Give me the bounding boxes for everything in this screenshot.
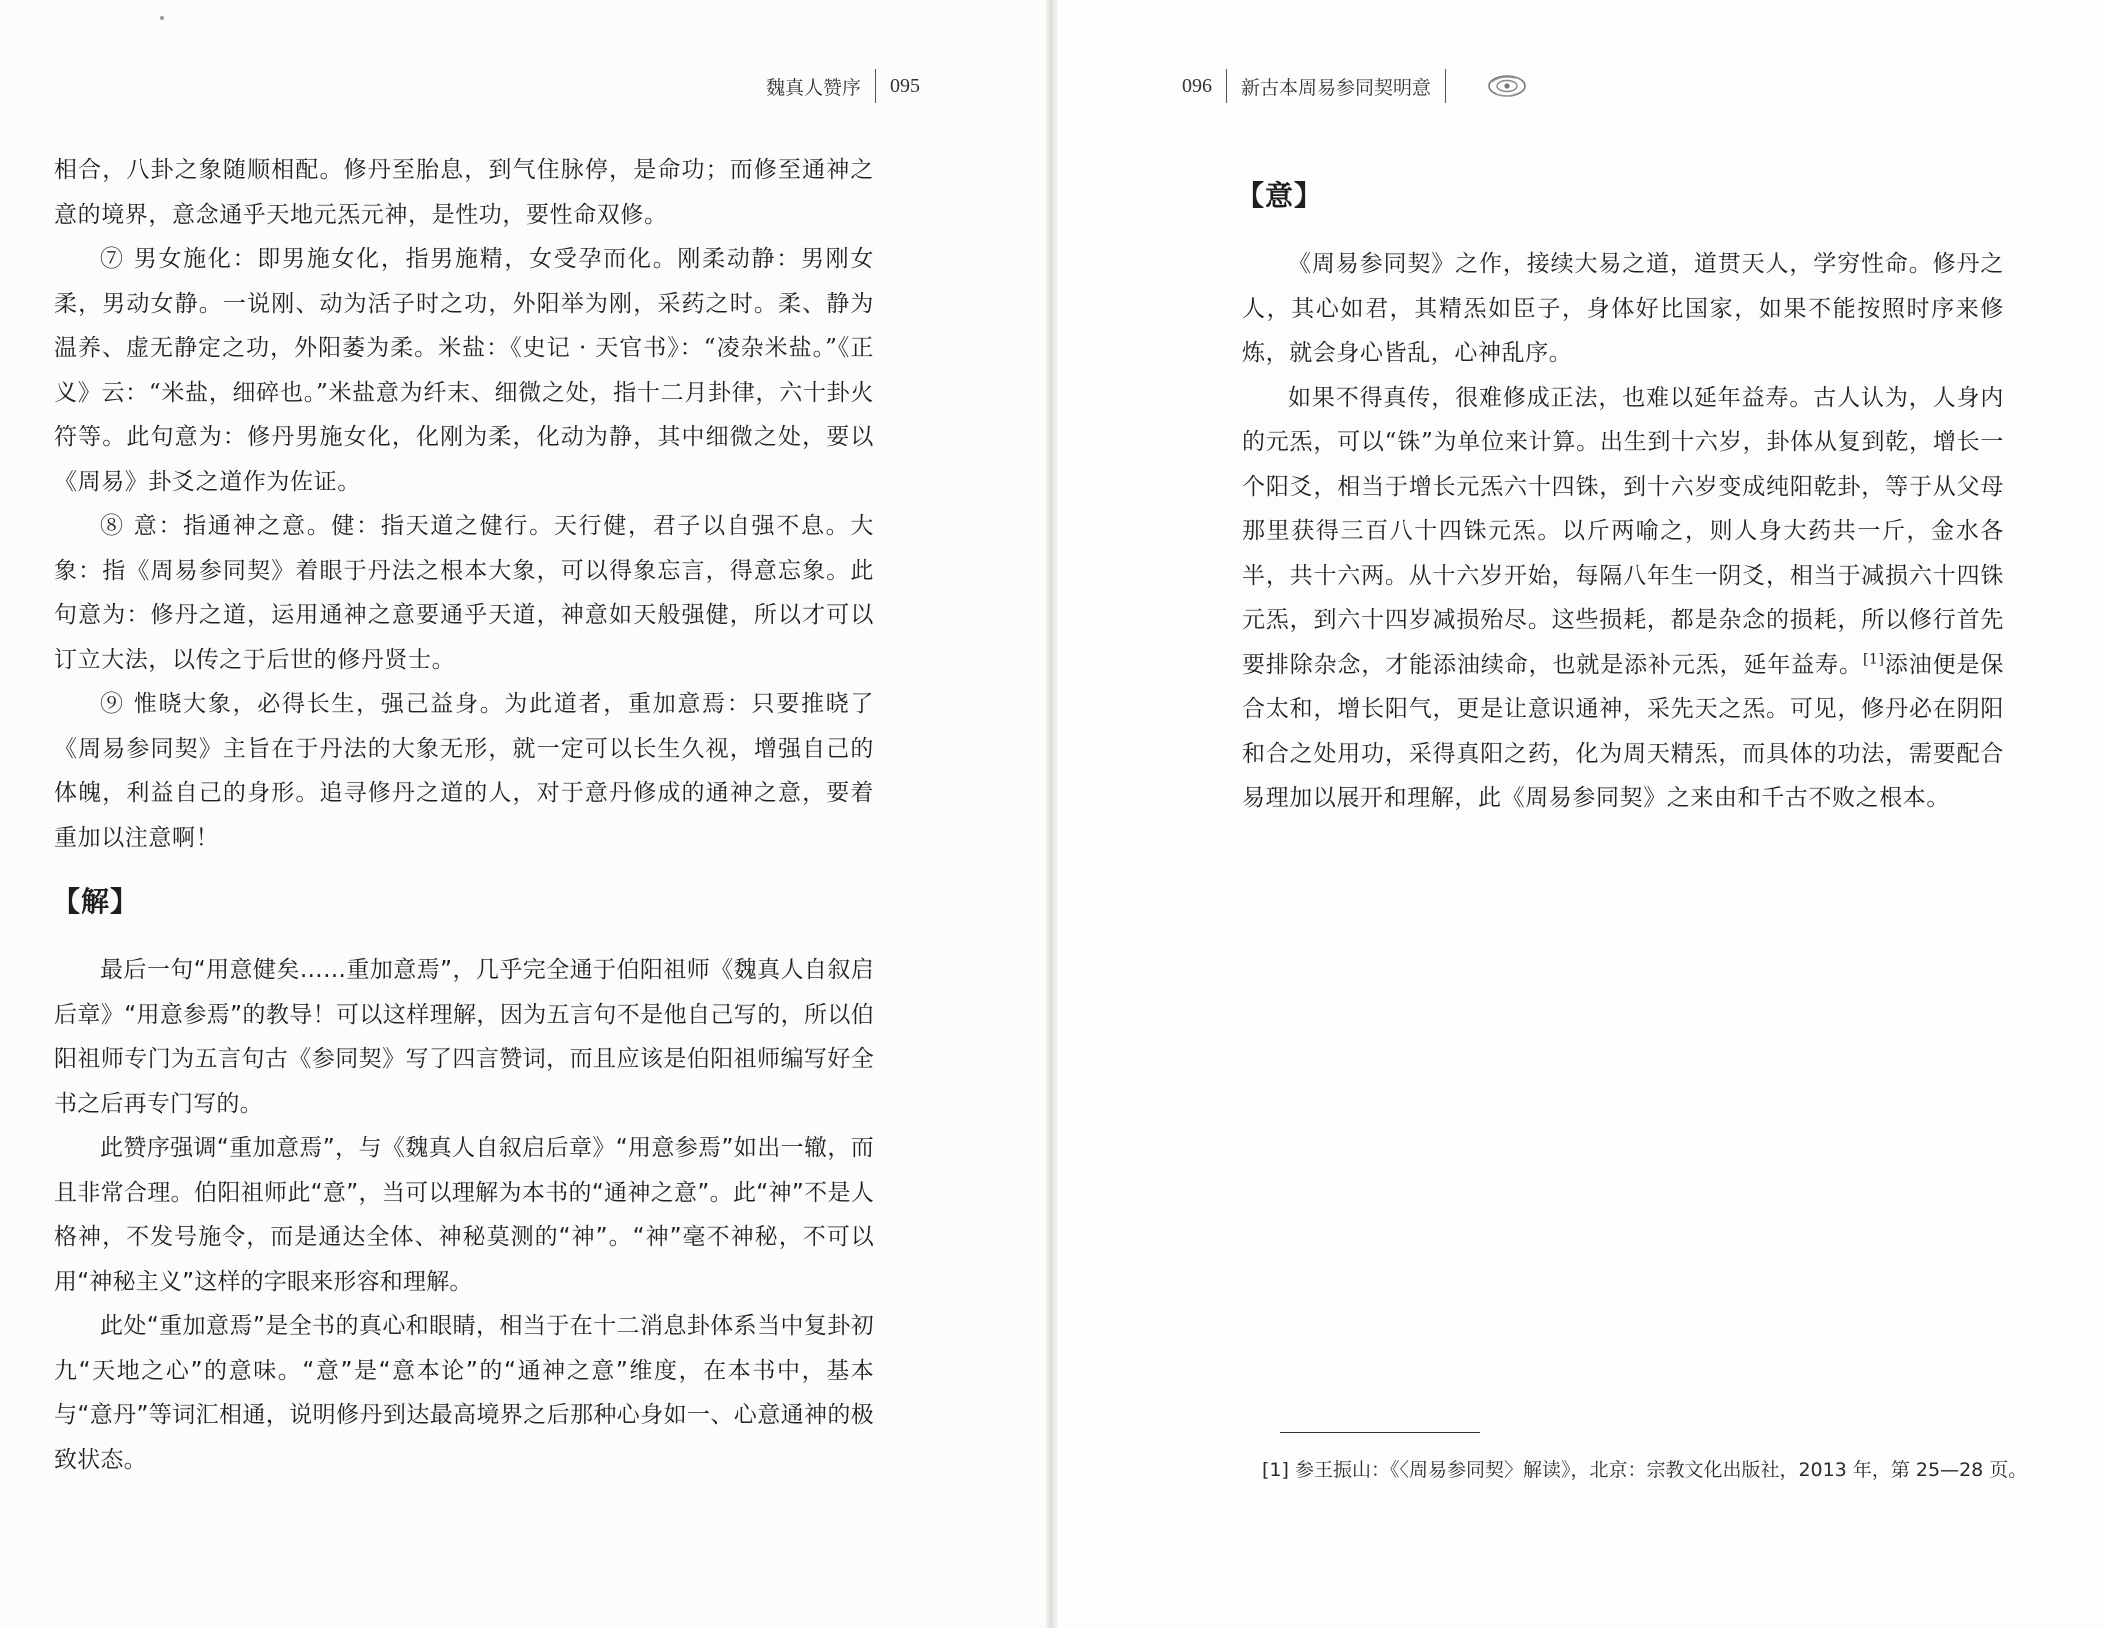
right-page <box>1052 0 2104 1628</box>
footnote-text: [1] 参王振山：《〈周易参同契〉解读》，北京：宗教文化出版社，2013 年，第 25—28 页。 <box>1262 1459 2028 1481</box>
book-gutter <box>1046 0 1058 1628</box>
commentary-paragraph-2: 此赞序强调“重加意焉”，与《魏真人自叙启后章》“用意参焉”如出一辙，而且非常合理。伯阳祖师此“意”，当可以理解为本书的“通神之意”。此“神”不是人格神，不发号施令，而是通达全体、神秘莫测的“神”。“神”毫不神秘，不可以用“神秘主义”这样的字眼来形容和理解。 <box>54 1135 874 1295</box>
left-page-number: 095 <box>890 74 920 97</box>
right-running-head <box>1182 66 1528 106</box>
commentary-paragraph-3: 此处“重加意焉”是全书的真心和眼睛，相当于在十二消息卦体系当中复卦初九“天地之心”的意味。“意”是“意本论”的“通神之意”维度，在本书中，基本与“意丹”等词汇相通，说明修丹到达最高境界之后那种心身如一、心意通神的极致状态。 <box>54 1313 874 1473</box>
note-9: ⑨ 惟晓大象，必得长生，强己益身。为此道者，重加意焉：只要推晓了《周易参同契》主旨在于丹法的大象无形，就一定可以长生久视，增强自己的体魄，利益自己的身形。追寻修丹之道的人，对于意丹修成的通神之意，要着重加以注意啊！ <box>54 691 874 851</box>
commentary-paragraph-1: 最后一句“用意健矣……重加意焉”，几乎完全通于伯阳祖师《魏真人自叙启后章》“用意参焉”的教导！可以这样理解，因为五言句不是他自己写的，所以伯阳祖师专门为五言句古《参同契》写了四言赞词，而且应该是伯阳祖师编写好全书之后再专门写的。 <box>54 957 874 1117</box>
header-divider <box>1445 69 1446 103</box>
note-8: ⑧ 意：指通神之意。健：指天道之健行。天行健，君子以自强不息。大象：指《周易参同契》着眼于丹法之根本大象，可以得象忘言，得意忘象。此句意为：修丹之道，运用通神之意要通乎天道，神意如天般强健，所以才可以订立大法，以传之于后世的修丹贤士。 <box>54 513 874 673</box>
footnote-divider <box>1280 1432 1480 1433</box>
yi-paragraph-2 <box>1242 376 2004 821</box>
right-body-text <box>1236 176 2005 821</box>
yi-paragraph-2-part-1: 如果不得真传，很难修成正法，也难以延年益寿。古人认为，人身内的元炁，可以“铢”为单位来计算。出生到十六岁，卦体从复到乾，增长一个阳爻，相当于增长元炁六十四铢，到十六岁变成纯阳乾卦，等于从父母那里获得三百八十四铢元炁。以斤两喻之，则人身大药共一斤，金水各半，共十六两。从十六岁开始，每隔八年生一阴爻，相当于减损六十四铢元炁，到六十四岁减损殆尽。这些损耗，都是杂念的损耗，所以修行首先要排除杂念，才能添油续命，也就是添补元炁，延年益寿。 <box>1242 384 2004 678</box>
right-page-number: 096 <box>1182 74 1212 97</box>
section-heading-jie: 【解】 <box>52 885 140 918</box>
note-continuation: 相合，八卦之象随顺相配。修丹至胎息，到气住脉停，是命功；而修至通神之意的境界，意念通乎天地元炁元神，是性功，要性命双修。 <box>54 157 874 228</box>
publisher-seal-icon <box>1486 73 1528 99</box>
yi-paragraph-2-part-2: 添油便是保合太和，增长阳气，更是让意识通神，采先天之炁。可见，修丹必在阴阳和合之处用功，采得真阳之药，化为周天精炁，而具体的功法，需要配合易理加以展开和理解，此《周易参同契》之来由和千古不败之根本。 <box>1242 651 2005 811</box>
left-running-head <box>766 66 920 106</box>
header-divider <box>1226 69 1227 103</box>
note-7: ⑦ 男女施化：即男施女化，指男施精，女受孕而化。刚柔动静：男刚女柔，男动女静。一说刚、动为活子时之功，外阳举为刚，采药之时。柔、静为温养、虚无静定之功，外阳萎为柔。米盐：《史记 · 天官书》：“凌杂米盐。”《正义》云：“米盐，细碎也。”米盐意为纤末、细微之处，指十二月卦律，六十卦火符等。此句意为：修丹男施女化，化刚为柔，化动为静，其中细微之处，要以《周易》卦爻之道作为佐证。 <box>54 246 874 495</box>
left-body-text <box>54 148 874 1482</box>
section-heading-yi: 【意】 <box>1236 179 1324 212</box>
footnote-marker: [1] <box>1862 650 1885 667</box>
yi-paragraph-1: 《周易参同契》之作，接续大易之道，道贯天人，学穷性命。修丹之人，其心如君，其精炁如臣子，身体好比国家，如果不能按照时序来修炼，就会身心皆乱，心神乱序。 <box>1242 251 2004 366</box>
left-header-title: 魏真人赞序 <box>765 76 861 99</box>
header-divider <box>875 69 876 103</box>
right-header-title: 新古本周易参同契明意 <box>1241 76 1432 99</box>
scan-speck <box>160 16 164 20</box>
commentary-block <box>54 948 874 1482</box>
